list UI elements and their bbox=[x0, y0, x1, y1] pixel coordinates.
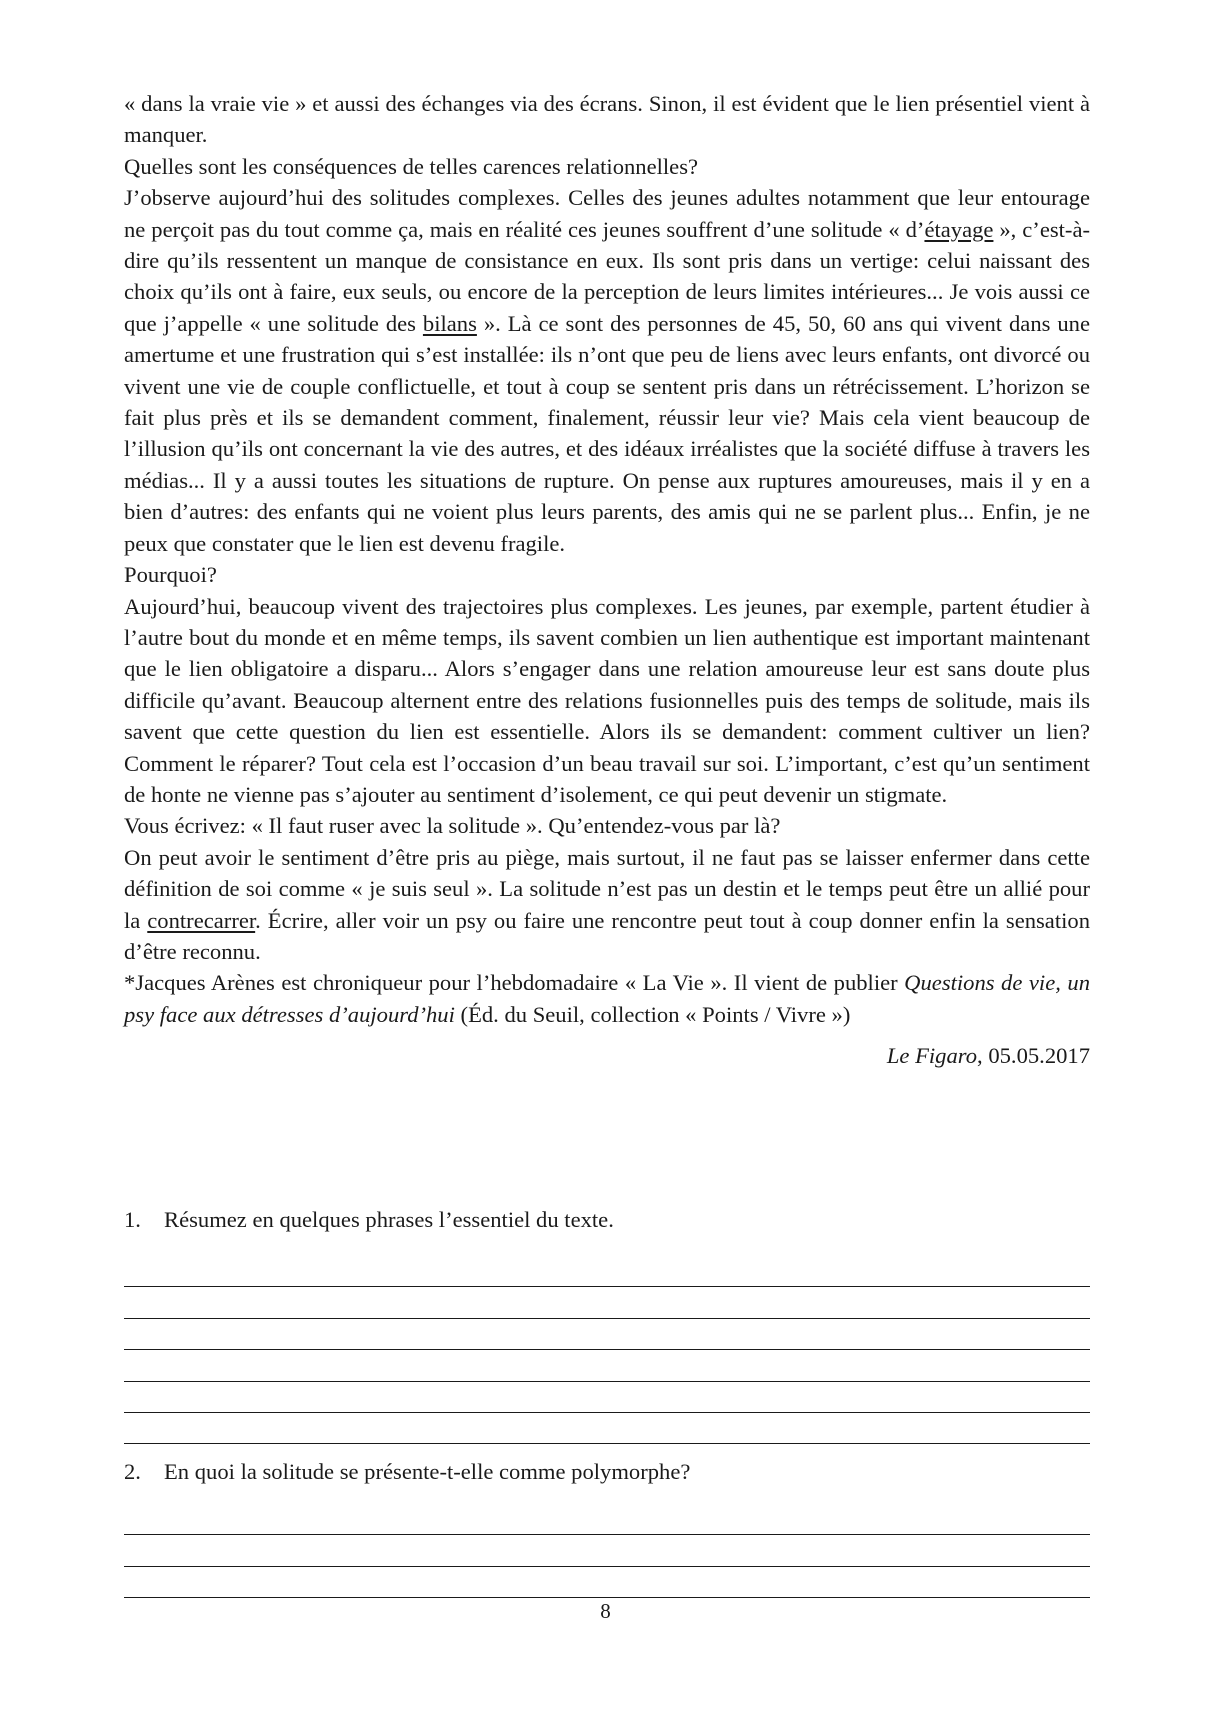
text-segment: ». Là ce sont des personnes de 45, 50, 60 ans qui vivent dans une amertume et une frustration qui s’est installée: ils n’ont que peu de liens avec leurs enfants, ont divorcé ou vivent une vie de couple conflictuelle, et tout à coup se sentent pris dans un rétrécissement. L’horizon se fait plus près et ils se demandent comment, finalement, réussir leur vie? Mais cela vient beaucoup de l’illusion qu’ils ont concernant la vie des autres, et des idéaux irréalistes que la société diffuse à travers les médias... Il y a aussi toutes les situations de rupture. On pense aux ruptures amoureuses, mais il y en a bien d’autres: des enfants qui ne voient plus leurs parents, des amis qui ne se parlent plus... Enfin, je ne peux que constater que le lien est devenu fragile. bbox=[124, 310, 1090, 556]
article-text bbox=[124, 88, 1090, 1072]
source-name: Le Figaro bbox=[886, 1043, 978, 1069]
answer-line[interactable] bbox=[124, 1535, 1090, 1566]
text-segment: . Écrire, aller voir un psy ou faire une rencontre peut tout à coup donner enfin la sensation d’être reconnu. bbox=[124, 907, 1090, 964]
question-number: 1. bbox=[124, 1207, 141, 1232]
paragraph-trajectoires: Aujourd’hui, beaucoup vivent des trajectoires plus complexes. Les jeunes, par exemple, partent étudier à l’autre bout du monde et en même temps, ils savent combien un lien authentique est important maintenant que le lien obligatoire a disparu... Alors s’engager dans une relation amoureuse leur est sans doute plus difficile qu’avant. Beaucoup alternent entre des relations fusionnelles puis des temps de solitude, mais ils savent que cette question du lien est essentielle. Alors ils se demandent: comment cultiver un lien? Comment le réparer? Tout cela est l’occasion d’un beau travail sur soi. L’important, c’est qu’un sentiment de honte ne vienne pas s’ajouter au sentiment d’isolement, ce qui peut devenir un stigmate. bbox=[124, 593, 1090, 807]
source-date: , 05.05.2017 bbox=[977, 1043, 1090, 1069]
question-number: 2. bbox=[124, 1459, 141, 1484]
paragraph-solitudes bbox=[124, 182, 1090, 559]
answer-lines-1 bbox=[124, 1256, 1090, 1444]
source-citation bbox=[124, 1040, 1090, 1071]
question-ruser: Vous écrivez: « Il faut ruser avec la solitude ». Qu’entendez-vous par là? bbox=[124, 813, 781, 839]
question-text: Résumez en quelques phrases l’essentiel du texte. bbox=[164, 1207, 614, 1232]
answer-lines-2 bbox=[124, 1504, 1090, 1598]
text-segment: J’observe aujourd’hui des solitudes complexes. Celles des jeunes adultes notamment que leur entourage ne perçoit pas du tout comme ça, mais en réalité ces jeunes souffrent d’une solitude « d’ bbox=[124, 185, 1090, 242]
answer-line[interactable] bbox=[124, 1382, 1090, 1413]
underlined-word-contrecarrer: contrecarrer bbox=[147, 907, 256, 933]
answer-line[interactable] bbox=[124, 1413, 1090, 1444]
question-1 bbox=[124, 1204, 1090, 1235]
question-pourquoi: Pourquoi? bbox=[124, 562, 217, 588]
author-note bbox=[124, 967, 1090, 1030]
text-segment: (Éd. du Seuil, collection « Points / Vivre ») bbox=[454, 1001, 851, 1027]
text-segment: *Jacques Arènes est chroniqueur pour l’hebdomadaire « La Vie ». Il vient de publier bbox=[124, 970, 905, 996]
underlined-word-bilans: bilans bbox=[422, 310, 477, 336]
paragraph-intro: « dans la vraie vie » et aussi des échanges via des écrans. Sinon, il est évident que le lien présentiel vient à manquer. bbox=[124, 91, 1090, 148]
answer-line[interactable] bbox=[124, 1350, 1090, 1381]
answer-line[interactable] bbox=[124, 1567, 1090, 1598]
book-title: Questions de vie, un psy face aux détresses d’aujourd’hui bbox=[124, 970, 1090, 1027]
question-consequences: Quelles sont les conséquences de telles carences relationnelles? bbox=[124, 153, 699, 179]
question-text: En quoi la solitude se présente-t-elle comme polymorphe? bbox=[164, 1459, 691, 1484]
question-2 bbox=[124, 1456, 1090, 1487]
answer-line[interactable] bbox=[124, 1287, 1090, 1318]
answer-line[interactable] bbox=[124, 1504, 1090, 1535]
text-segment: », c’est-à-dire qu’ils ressentent un manque de consistance en eux. Ils sont pris dans un vertige: celui naissant des choix qu’ils ont à faire, eux seuls, ou encore de la perception de leurs limites intérieures... Je vois aussi ce que j’appelle « une solitude des bbox=[124, 216, 1090, 336]
page-number: 8 bbox=[600, 1599, 611, 1623]
answer-line[interactable] bbox=[124, 1319, 1090, 1350]
underlined-word-etayage: étayage bbox=[924, 216, 994, 242]
text-segment: On peut avoir le sentiment d’être pris au piège, mais surtout, il ne faut pas se laisser enfermer dans cette définition de soi comme « je suis seul ». La solitude n’est pas un destin et le temps peut être un allié pour la bbox=[124, 844, 1090, 933]
answer-line[interactable] bbox=[124, 1256, 1090, 1287]
paragraph-ruser bbox=[124, 842, 1090, 968]
